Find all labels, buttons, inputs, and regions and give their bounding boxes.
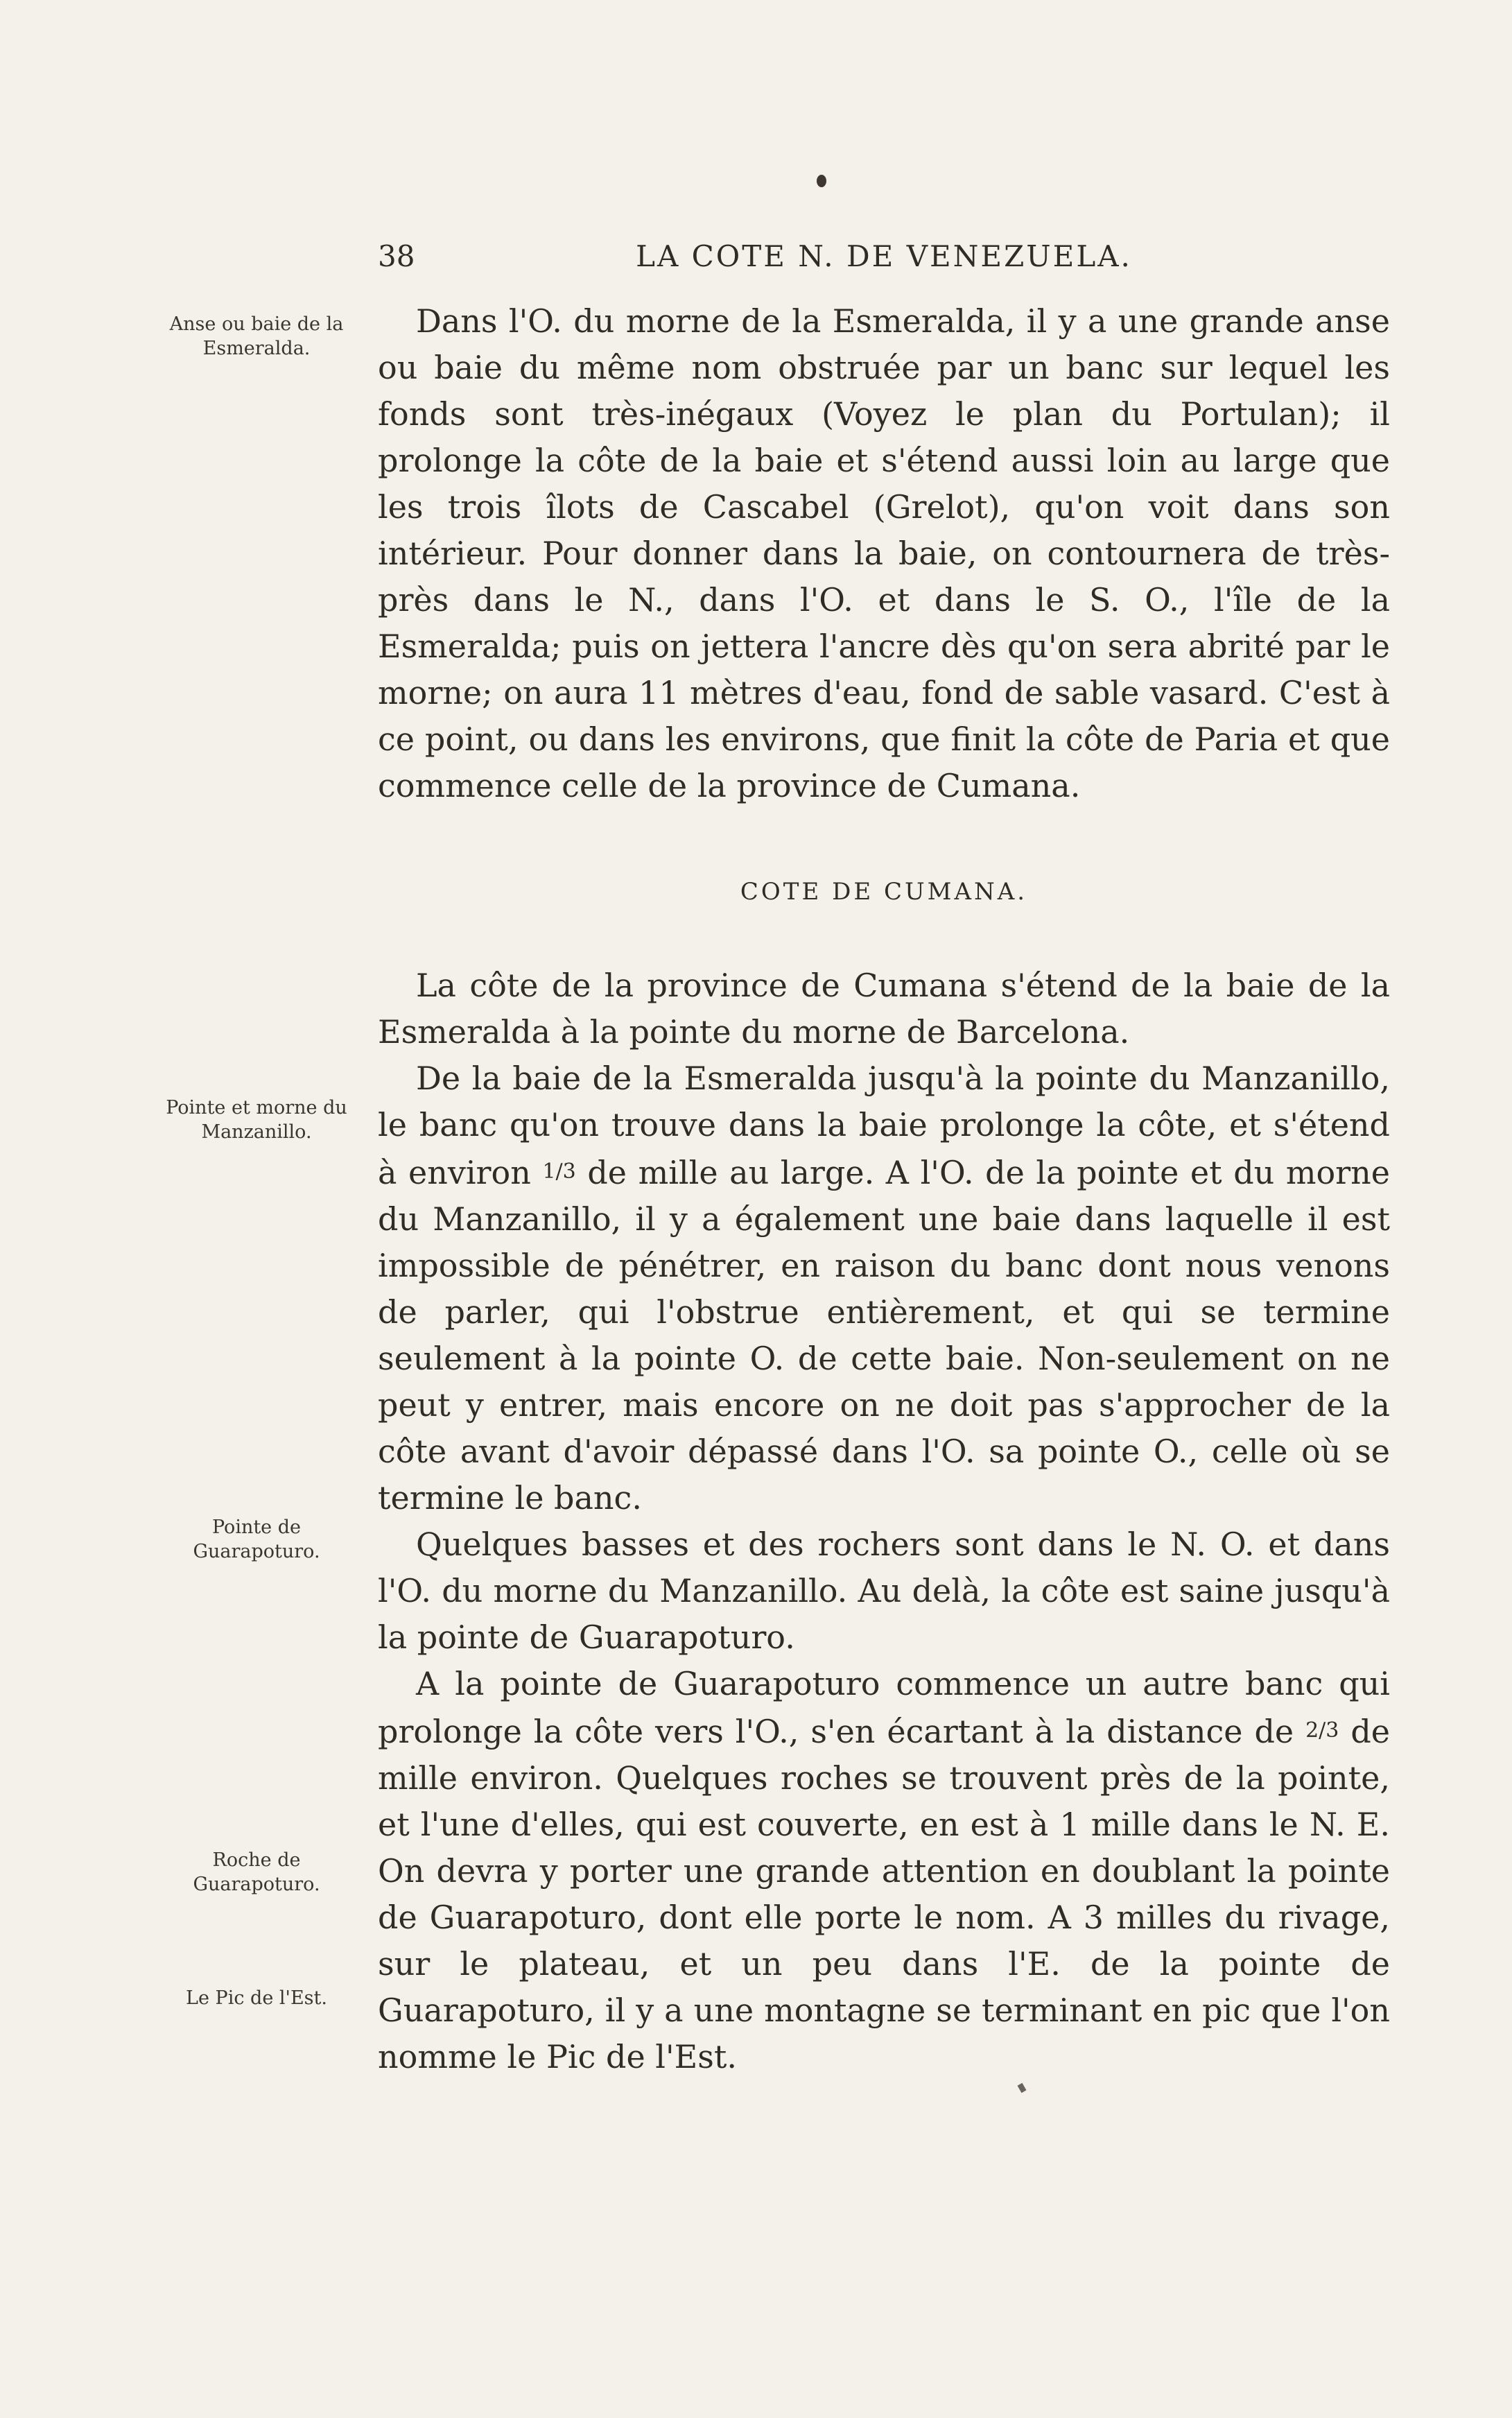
paragraph-rochers: Quelques basses et des rochers sont dans le N. O. et dans l'O. du morne du Manzanillo. Au delà, la côte est saine jusqu'à la pointe de Guarapoturo. xyxy=(378,1526,1390,1656)
paragraph-manzanillo-part2: de mille au large. A l'O. de la pointe et du morne du Manzanillo, il y a également une baie dans laquelle il est impossible de pénétrer, en raison du banc dont nous venons de parler, qui l'obstrue entièrement, et qui se termine seulement à la pointe O. de cette baie. Non-seulement on ne peut y entrer, mais encore on ne doit pas s'approcher de la côte avant d'avoir dépassé dans l'O. sa pointe O., celle où se termine le banc. xyxy=(378,1154,1391,1517)
paragraph-manzanillo-part1: De la baie de la Esmeralda jusqu'à la pointe du Manzanillo, le banc qu'on trouve dans la baie prolonge la côte, et s'étend à environ xyxy=(378,1060,1390,1191)
paragraph-guarapoturo-part2: de mille environ. Quelques roches se trouvent près de la pointe, et l'une d'elles, qui est couverte, en est à 1 mille dans le N. E. On devra y porter une grande attention en doublant la pointe de Guarapoturo, dont elle porte le nom. A 3 milles du rivage, sur le plateau, et un peu dans l'E. de la pointe de Guarapoturo, il y a une montagne se terminant en pic que l'on nomme le Pic de l'Est. xyxy=(378,1713,1390,2075)
margin-note-pic-est: Le Pic de l'Est. xyxy=(186,1987,327,2009)
ink-speck xyxy=(1018,2083,1027,2093)
paragraph-manzanillo xyxy=(378,1055,1390,1521)
margin-note-roche-guarapoturo: Roche de Guarapoturo. xyxy=(193,1849,320,1895)
fraction-two-thirds: 2/3 xyxy=(1305,1718,1339,1743)
margin-note-manzanillo: Pointe et morne du Manzanillo. xyxy=(166,1097,347,1143)
section-title: COTE DE CUMANA. xyxy=(740,878,1028,906)
paragraph-cumana: La côte de la province de Cumana s'étend de la baie de la Esmeralda à la pointe du morne de Barcelona. xyxy=(378,967,1390,1051)
running-title: LA COTE N. DE VENEZUELA. xyxy=(636,239,1132,273)
margin-note-esmeralda: Anse ou baie de la Esmeralda. xyxy=(169,313,344,359)
page-header xyxy=(378,239,1390,281)
paragraph-guarapoturo-part1: A la pointe de Guarapoturo commence un autre banc qui prolonge la côte vers l'O., s'en écartant à la distance de xyxy=(378,1665,1390,1750)
page-number: 38 xyxy=(378,239,415,273)
margin-note-pointe-guarapoturo: Pointe de Guarapoturo. xyxy=(193,1517,320,1562)
paragraph-guarapoturo xyxy=(378,1661,1390,2080)
ink-dot xyxy=(817,175,826,187)
paragraph-esmeralda: Dans l'O. du morne de la Esmeralda, il y a une grande anse ou baie du même nom obstruée par un banc sur lequel les fonds sont très-inégaux (Voyez le plan du Portulan); il prolonge la côte de la baie et s'étend aussi loin au large que les trois îlots de Cascabel (Grelot), qu'on voit dans son intérieur. Pour donner dans la baie, on contournera de très-près dans le N., dans l'O. et dans le S. O., l'île de la Esmeralda; puis on jettera l'ancre dès qu'on sera abrité par le morne; on aura 11 mètres d'eau, fond de sable vasard. C'est à ce point, ou dans les environs, que finit la côte de Paria et que commence celle de la province de Cumana. xyxy=(378,302,1390,804)
fraction-one-third: 1/3 xyxy=(542,1159,576,1184)
main-text xyxy=(378,298,1390,2080)
